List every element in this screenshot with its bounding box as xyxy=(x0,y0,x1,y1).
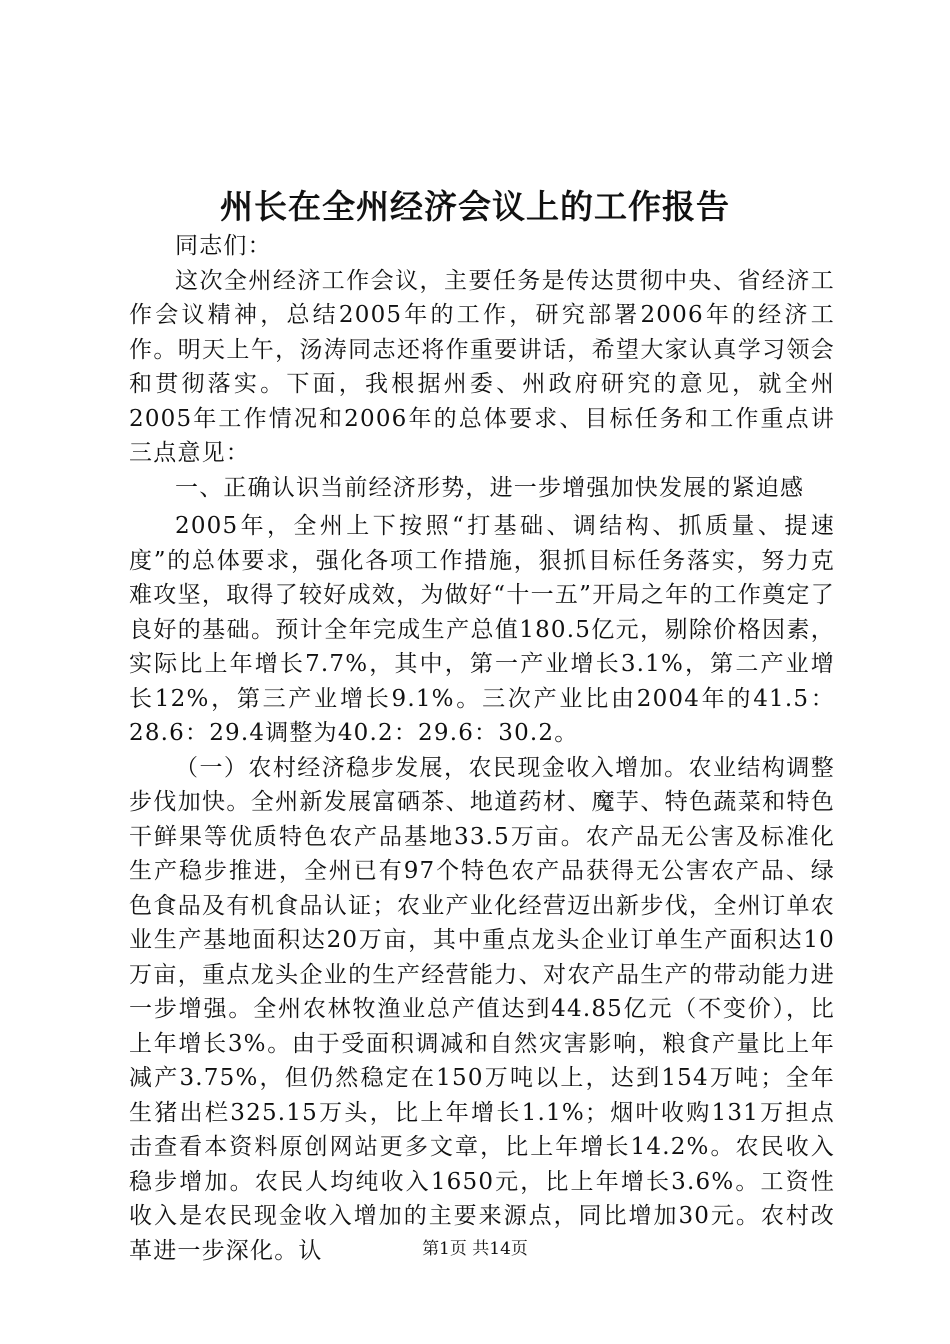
section-heading-1: 一、正确认识当前经济形势，进一步增强加快发展的紧迫感 xyxy=(175,474,805,501)
paragraph-rural-economy: （一）农村经济稳步发展，农民现金收入增加。农业结构调整步伐加快。全州新发展富硒茶、地道药材、魔芋、特色蔬菜和特色干鲜果等优质特色农产品基地33.5万亩。农产品无公害及标准化生产稳步推进，全州已有97个特色农产品获得无公害农产品、绿色食品及有机食品认证；农业产业化经营迈出新步伐，全州订单农业生产基地面积达20万亩，其中重点龙头企业订单生产面积达10万亩，重点龙头企业的生产经营能力、对农产品生产的带动能力进一步增强。全州农林牧渔业总产值达到44.85亿元（不变价），比上年增长3%。由于受面积调减和自然灾害影响，粮食产量比上年减产3.75%，但仍然稳定在150万吨以上，达到154万吨；全年生猪出栏325.15万头，比上年增长1.1%；烟叶收购131万担点击查看本资料原创网站更多文章，比上年增长14.2%。农民收入稳步增加。农民人均纯收入1650元，比上年增长3.6%。工资性收入是农民现金收入增加的主要来源点，同比增加30元。农村改革进一步深化。认 xyxy=(129,754,835,1264)
page-footer: 第1页 共14页 xyxy=(422,1239,528,1259)
paragraph-intro: 这次全州经济工作会议，主要任务是传达贯彻中央、省经济工作会议精神，总结2005年的工作，研究部署2006年的经济工作。明天上午，汤涛同志还将作重要讲话，希望大家认真学习领会和贯彻落实。下面，我根据州委、州政府研究的意见，就全州2005年工作情况和2006年的总体要求、目标任务和工作重点讲三点意见： xyxy=(129,267,835,466)
document-title: 州长在全州经济会议上的工作报告 xyxy=(220,187,730,226)
paragraph-2005-overview: 2005年，全州上下按照“打基础、调结构、抓质量、提速度”的总体要求，强化各项工作措施，狠抓目标任务落实，努力克难攻坚，取得了较好成效，为做好“十一五”开局之年的工作奠定了良好的基础。预计全年完成生产总值180.5亿元，剔除价格因素，实际比上年增长7.7%，其中，第一产业增长3.1%，第二产业增长12%，第三产业增长9.1%。三次产业比由2004年的41.5：28.6：29.4调整为40.2：29.6：30.2。 xyxy=(129,513,835,746)
salutation: 同志们： xyxy=(175,233,272,259)
document-body xyxy=(129,229,835,1268)
